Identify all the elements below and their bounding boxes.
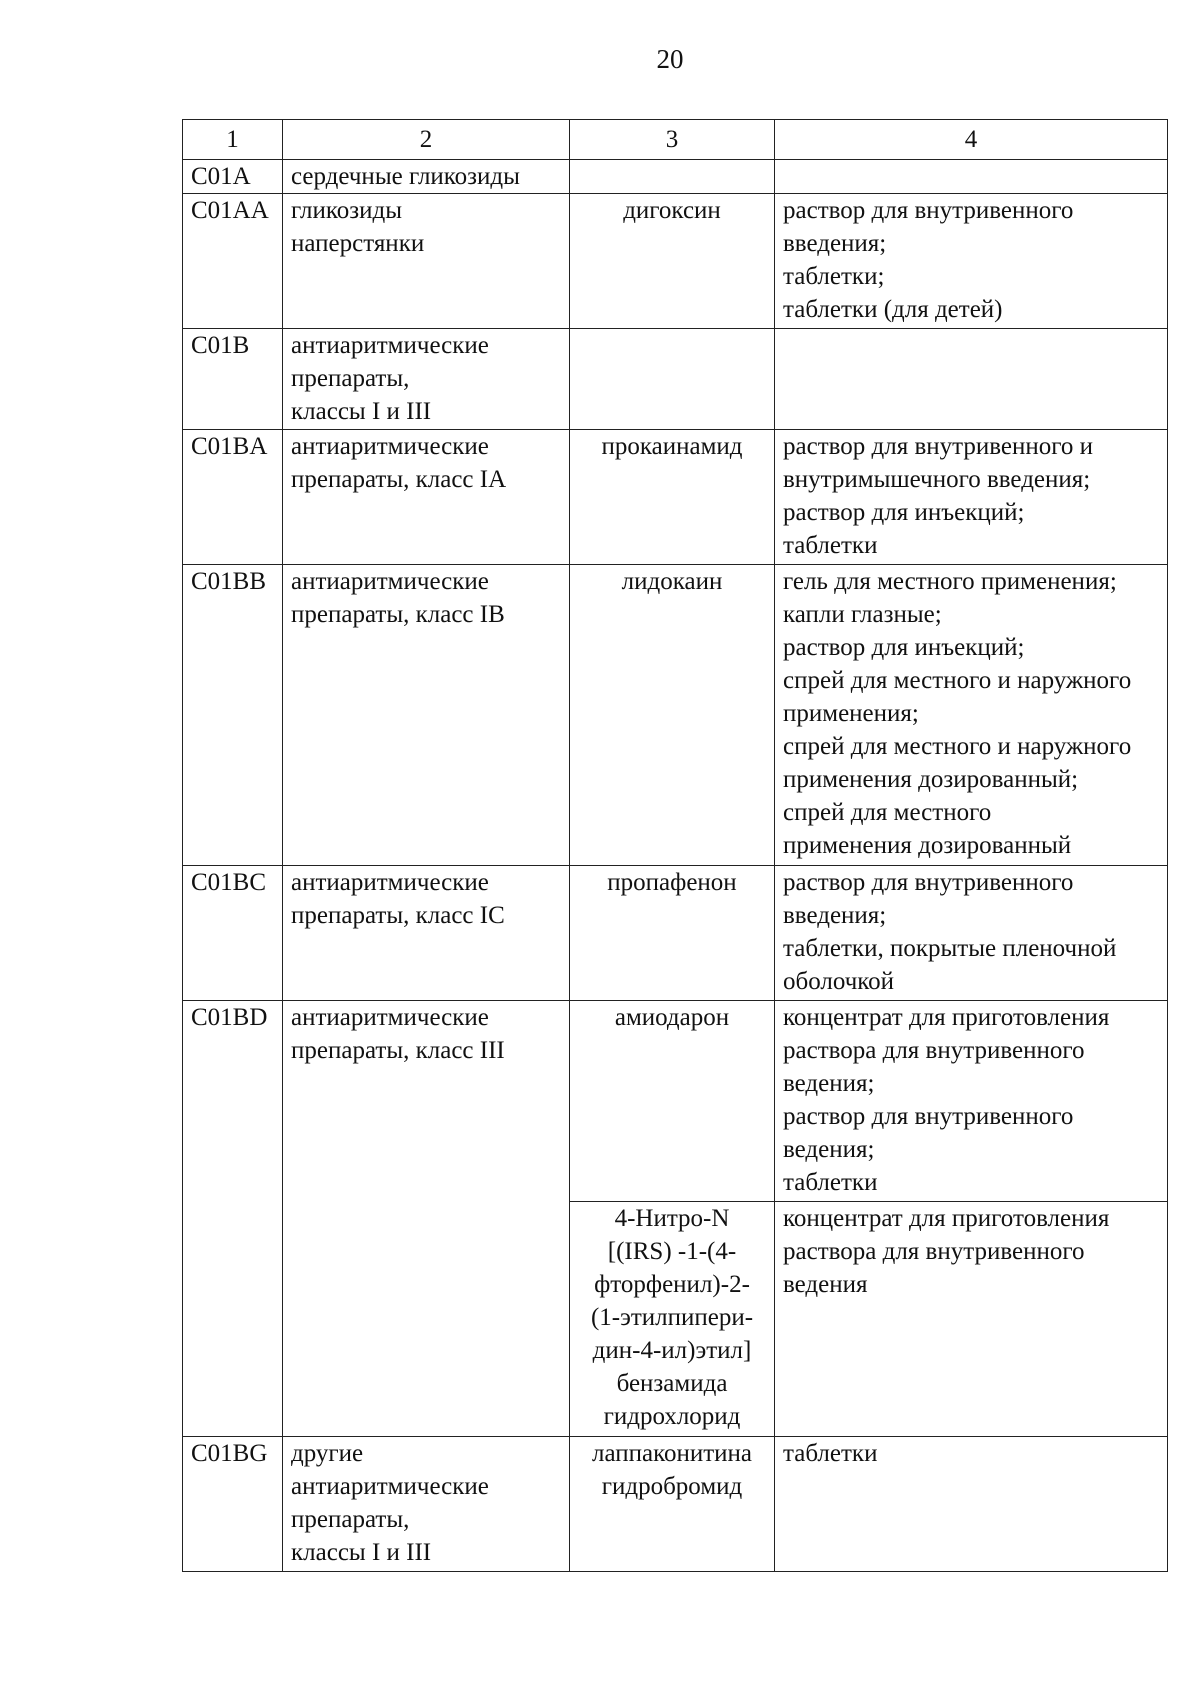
atc-code: C01BC: [183, 866, 283, 1001]
table-row: [183, 194, 1168, 329]
drug-name: дигоксин: [570, 194, 775, 329]
drug-name: амиодарон: [570, 1001, 775, 1202]
dosage-forms: концентрат для приготовления раствора для внутривенного ведения; раствор для внутривенного ведения; таблетки: [775, 1001, 1168, 1202]
drug-name: [570, 160, 775, 194]
dosage-forms: раствор для внутривенного введения; таблетки; таблетки (для детей): [775, 194, 1168, 329]
header-col-2: 2: [283, 120, 570, 160]
table-row: [183, 160, 1168, 194]
dosage-forms: [775, 329, 1168, 430]
dosage-forms: гель для местного применения; капли глазные; раствор для инъекций; спрей для местного и наружного применения; спрей для местного и наружного применения дозированный; спрей для местного применения дозированный: [775, 565, 1168, 866]
header-col-1: 1: [183, 120, 283, 160]
dosage-forms: [775, 160, 1168, 194]
table-row: [183, 430, 1168, 565]
group-name: другие антиаритмические препараты, классы I и III: [283, 1437, 570, 1572]
group-name: гликозиды наперстянки: [283, 194, 570, 329]
table-row: [183, 329, 1168, 430]
header-col-3: 3: [570, 120, 775, 160]
group-name: антиаритмические препараты, классы I и III: [283, 329, 570, 430]
drug-name: лидокаин: [570, 565, 775, 866]
table-row: [183, 1437, 1168, 1572]
atc-code: C01BD: [183, 1001, 283, 1437]
page-number: 20: [656, 44, 684, 74]
table-header-row: [183, 120, 1168, 160]
drug-name: лаппаконитина гидробромид: [570, 1437, 775, 1572]
drug-name: пропафенон: [570, 866, 775, 1001]
group-name: антиаритмические препараты, класс IC: [283, 866, 570, 1001]
drug-table: [182, 119, 1168, 1572]
group-name: антиаритмические препараты, класс IA: [283, 430, 570, 565]
atc-code: C01BG: [183, 1437, 283, 1572]
drug-name: прокаинамид: [570, 430, 775, 565]
atc-code: C01B: [183, 329, 283, 430]
group-name: сердечные гликозиды: [283, 160, 570, 194]
drug-name: 4-Нитро-N [(IRS) -1-(4- фторфенил)-2- (1-этилпипери- дин-4-ил)этил] бензамида гидрохлорид: [570, 1202, 775, 1437]
dosage-forms: раствор для внутривенного введения; таблетки, покрытые пленочной оболочкой: [775, 866, 1168, 1001]
dosage-forms: концентрат для приготовления раствора для внутривенного ведения: [775, 1202, 1168, 1437]
dosage-forms: таблетки: [775, 1437, 1168, 1572]
group-name: антиаритмические препараты, класс IB: [283, 565, 570, 866]
table-row: [183, 565, 1168, 866]
dosage-forms: раствор для внутривенного и внутримышечного введения; раствор для инъекций; таблетки: [775, 430, 1168, 565]
group-name: антиаритмические препараты, класс III: [283, 1001, 570, 1437]
atc-code: C01BA: [183, 430, 283, 565]
atc-code: C01A: [183, 160, 283, 194]
atc-code: C01BB: [183, 565, 283, 866]
table-row: [183, 866, 1168, 1001]
atc-code: C01AA: [183, 194, 283, 329]
header-col-4: 4: [775, 120, 1168, 160]
table-row: [183, 1001, 1168, 1202]
drug-name: [570, 329, 775, 430]
